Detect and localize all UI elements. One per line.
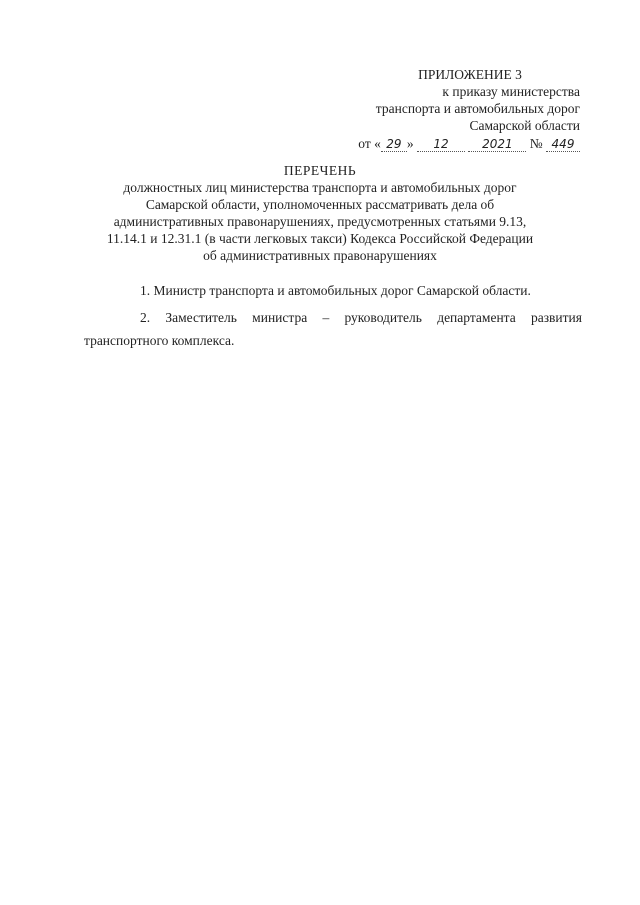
list-items xyxy=(84,279,582,352)
list-item-continuation: транспортного комплекса. xyxy=(84,333,235,348)
order-day: 29 xyxy=(381,138,407,152)
order-date-line xyxy=(320,135,580,152)
appendix-title: ПРИЛОЖЕНИЕ 3 xyxy=(418,67,522,82)
subtitle-line-3: административных правонарушениях, предусмотренных статьями 9.13, xyxy=(113,214,527,229)
order-day-close: » xyxy=(406,136,414,151)
subtitle-line-4: 11.14.1 и 12.31.1 (в части легковых такси) Кодекса Российской Федерации xyxy=(106,231,534,246)
order-prefix: от « xyxy=(358,136,381,151)
appendix-line-3: Самарской области xyxy=(469,118,580,133)
subtitle-line-2: Самарской области, уполномоченных рассматривать дела об xyxy=(145,197,495,212)
list-item: 1. Министр транспорта и автомобильных дорог Самарской области. xyxy=(140,283,531,298)
subtitle-line-1: должностных лиц министерства транспорта и автомобильных дорог xyxy=(123,180,517,195)
order-number-label: № xyxy=(529,136,543,151)
order-year: 2021 xyxy=(468,138,526,152)
list-item: 2. Заместитель министра – руководитель департамента развития xyxy=(140,310,582,325)
document-heading: ПЕРЕЧЕНЬ xyxy=(283,163,357,178)
appendix-line-1: к приказу министерства xyxy=(442,84,580,99)
document-title-block xyxy=(80,162,560,264)
order-month: 12 xyxy=(417,138,465,152)
appendix-block xyxy=(320,66,580,152)
subtitle-line-5: об административных правонарушениях xyxy=(203,248,437,263)
order-number: 449 xyxy=(546,138,580,152)
appendix-line-2: транспорта и автомобильных дорог xyxy=(375,101,580,116)
